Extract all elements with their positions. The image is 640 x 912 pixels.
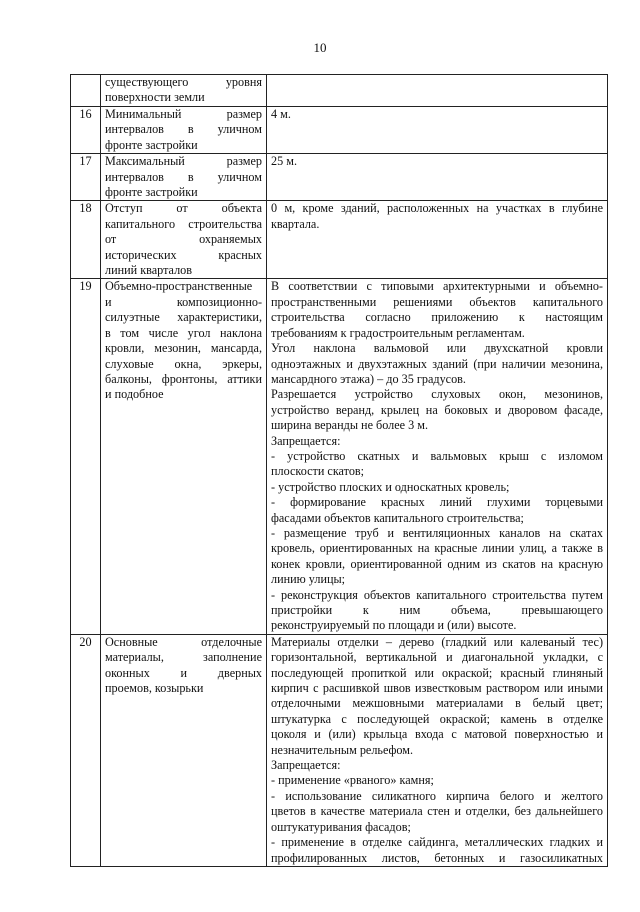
parameter-name-line: оконных и дверных xyxy=(105,665,262,680)
parameter-value-line: конек кровли, ориентированной одним из скатов на красную xyxy=(271,556,603,571)
table-row xyxy=(71,201,608,279)
parameter-value-line: - устройство скатных и вальмовых крыш с изломом xyxy=(271,448,603,463)
parameter-value-line: - размещение труб и вентиляционных каналов на скатах xyxy=(271,525,603,540)
regulations-table xyxy=(70,74,608,867)
page-number: 10 xyxy=(313,40,327,55)
parameter-name-line: линий кварталов xyxy=(105,263,192,278)
parameter-value-line: последующей пропиткой или окраской; красный глиняный xyxy=(271,665,603,680)
parameter-name-line: Максимальный размер xyxy=(105,154,262,169)
parameter-value-line: отделочными межшовными материалами в белый цвет; xyxy=(271,696,603,711)
parameter-name-line: исторических красных xyxy=(105,247,262,262)
parameter-name-line: Основные отделочные xyxy=(105,634,262,649)
parameter-name xyxy=(101,634,267,866)
row-number: 17 xyxy=(71,154,101,201)
parameter-name-line: материалы, заполнение xyxy=(105,650,262,665)
row-number xyxy=(71,75,101,107)
parameter-value-line: требованиям к градостроительным регламентам. xyxy=(271,325,525,340)
parameter-value xyxy=(267,154,608,201)
parameter-value-line: одноэтажных и двухэтажных зданий (при наличии мезонина, xyxy=(271,356,603,371)
parameter-value-line: - реконструкция объектов капитального строительства путем xyxy=(271,587,603,602)
parameter-name-line: в том числе угол наклона xyxy=(105,325,262,340)
row-number: 19 xyxy=(71,279,101,634)
table-body xyxy=(71,75,608,867)
row-number: 16 xyxy=(71,107,101,154)
parameter-value-line: 25 м. xyxy=(271,154,297,169)
parameter-value xyxy=(267,201,608,279)
parameter-value-line: линию улицы; xyxy=(271,572,346,587)
parameter-value-line: 4 м. xyxy=(271,107,291,121)
parameter-value-line: фасадами объектов капитального строительства; xyxy=(271,510,524,525)
parameter-name xyxy=(101,279,267,634)
table-row xyxy=(71,279,608,634)
parameter-value-line: - формирование красных линий глухими торцевыми xyxy=(271,495,603,510)
parameter-name-line: фронте застройки xyxy=(105,137,198,152)
parameter-value-line: оштукатуривания фасадов; xyxy=(271,819,411,834)
parameter-name-line: существующего уровня xyxy=(105,75,262,89)
parameter-value-line: Угол наклона вальмовой или двухскатной кровли xyxy=(271,341,603,356)
parameter-value-line: кирпич с расшивкой швов известковым раствором или иными xyxy=(271,681,603,696)
parameter-name-line: капитального строительства xyxy=(105,216,262,231)
parameter-value-line: 0 м, кроме зданий, расположенных на участках в глубине xyxy=(271,201,603,216)
parameter-name-line: кровли, мезонин, мансарда, xyxy=(105,341,262,356)
parameter-value-line: пространственными решениями объектов капитального xyxy=(271,294,603,309)
table-row xyxy=(71,634,608,866)
parameter-value-line: Запрещается: xyxy=(271,433,341,448)
parameter-name-line: фронте застройки xyxy=(105,185,198,200)
parameter-name-line: балконы, фронтоны, аттики xyxy=(105,371,262,386)
parameter-value-line: В соответствии с типовыми архитектурными и объемно- xyxy=(271,279,603,294)
parameter-name-line: и подобное xyxy=(105,387,164,402)
parameter-name-line: слуховые окна, эркеры, xyxy=(105,356,262,371)
parameter-value-line: Разрешается устройство слуховых окон, мезонинов, xyxy=(271,387,603,402)
parameter-value-line: - применение в отделке сайдинга, металлических гладких и xyxy=(271,835,603,850)
parameter-name xyxy=(101,75,267,107)
parameter-name-line: поверхности земли xyxy=(105,90,205,105)
parameter-name-line: Объемно-пространственные xyxy=(105,279,253,294)
parameter-value-line: мансардного этажа) – до 35 градусов. xyxy=(271,371,466,386)
parameter-value-line: незначительным рельефом. xyxy=(271,742,414,757)
parameter-name-line: Минимальный размер xyxy=(105,107,262,121)
parameter-value-line: кровель, ориентированных на красные линии улиц, а также в xyxy=(271,541,603,556)
parameter-value-line: реконструируемый по площади и (или) высоте. xyxy=(271,618,517,633)
parameter-name xyxy=(101,201,267,279)
parameter-value-line: штукатурка с последующей окраской; камень в отделке xyxy=(271,711,603,726)
parameter-name-line: интервалов в уличном xyxy=(105,122,262,137)
parameter-name xyxy=(101,107,267,154)
parameter-value-line: горизонтальной, вертикальной и диагональной укладки, с xyxy=(271,650,603,665)
parameter-name-line: силуэтные характеристики, xyxy=(105,310,262,325)
parameter-value xyxy=(267,107,608,154)
parameter-value xyxy=(267,75,608,107)
table-row xyxy=(71,154,608,201)
parameter-value-line: Материалы отделки – дерево (гладкий или калеваный тес) xyxy=(271,634,603,649)
parameter-value xyxy=(267,279,608,634)
parameter-name-line: от охраняемых xyxy=(105,232,262,247)
table-row xyxy=(71,75,608,107)
parameter-value-line: профилированных листов, бетонных и газосиликатных xyxy=(271,850,603,865)
parameter-value-line: - использование силикатного кирпича белого и желтого xyxy=(271,788,603,803)
parameter-value-line: плоскости скатов; xyxy=(271,464,365,479)
parameter-value-line: цоколя и (или) крыльца входа с матовой поверхностью и xyxy=(271,727,603,742)
parameter-value-line: - устройство плоских и односкатных кровель; xyxy=(271,479,510,494)
parameter-value-line: строительства согласно приложению к настоящим xyxy=(271,310,603,325)
parameter-name-line: проемов, козырьки xyxy=(105,681,204,696)
parameter-value-line: квартала. xyxy=(271,216,320,231)
parameter-name-line: Отступ от объекта xyxy=(105,201,262,216)
parameter-name-line: и композиционно- xyxy=(105,294,262,309)
parameter-value-line: пристройки к ним объема, превышающего xyxy=(271,603,603,617)
parameter-name xyxy=(101,154,267,201)
parameter-value-line: цветов в качестве материала стен и отделки, без дальнейшего xyxy=(271,804,603,819)
parameter-value-line: Запрещается: xyxy=(271,758,341,773)
parameter-value xyxy=(267,634,608,866)
row-number: 20 xyxy=(71,634,101,866)
parameter-value-line: устройство веранд, крылец на боковых и дворовом фасаде, xyxy=(271,402,603,417)
parameter-value-line: - применение «рваного» камня; xyxy=(271,773,434,788)
table-row xyxy=(71,107,608,154)
parameter-name-line: интервалов в уличном xyxy=(105,169,262,184)
parameter-value-line: ширина веранды не более 3 м. xyxy=(271,418,429,433)
row-number: 18 xyxy=(71,201,101,279)
